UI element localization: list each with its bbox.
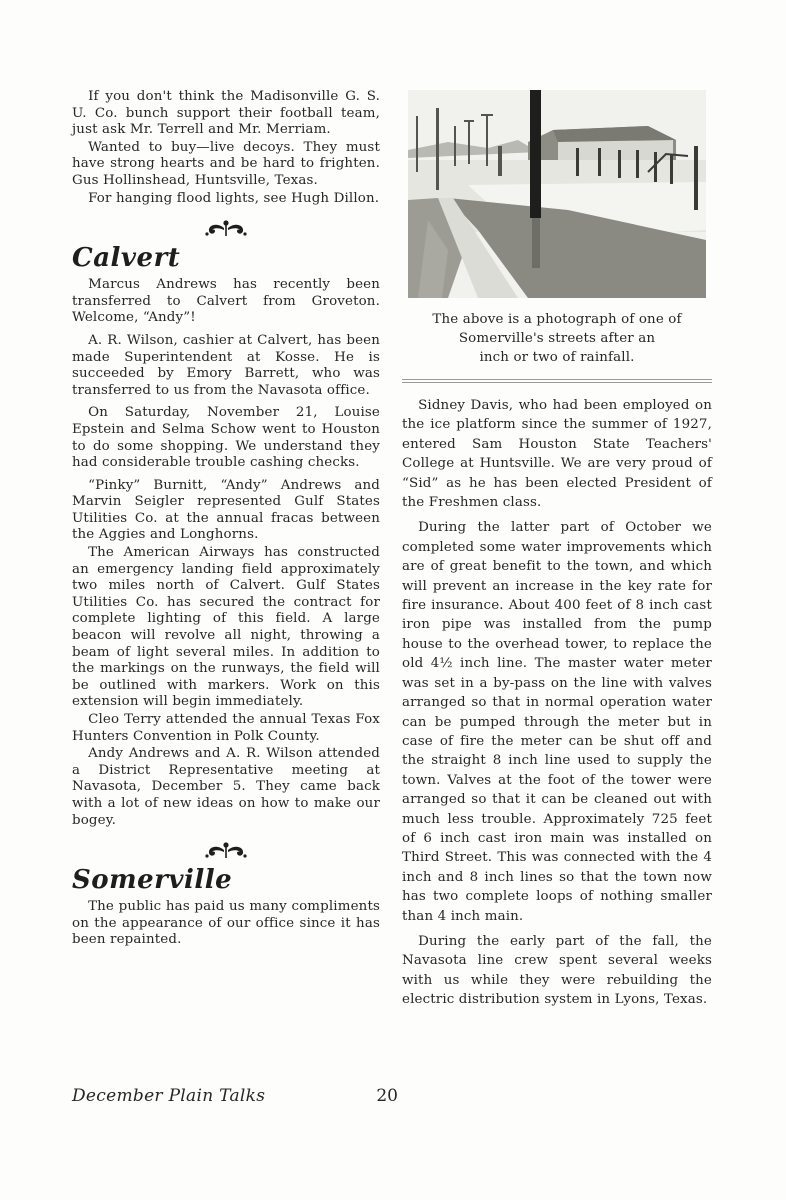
double-rule-divider [402,379,712,383]
somerville-paragraph: The public has paid us many compliments on the appearance of our office since it has been repainted. [72,899,380,948]
calvert-paragraph: On Saturday, November 21, Louise Epstein and Selma Schow went to Houston to do some shopping. We understand they had considerable trouble cashing checks. [72,405,380,471]
calvert-paragraph: A. R. Wilson, cashier at Calvert, has been made Superintendent at Kosse. He is succeeded by Emory Barrett, who was transferred to us from the Navasota office. [72,332,380,398]
calvert-paragraph: Andy Andrews and A. R. Wilson attended a District Representative meeting at Navasota, December 5. They came back with a lot of new ideas on how to make our bogey. [72,746,380,828]
right-paragraph: Sidney Davis, who had been employed on the ice platform since the summer of 1927, entered Sam Houston State Teachers' College at Huntsville. We are very proud of “Sid” as he has been elected President of the Freshmen class. [402,398,712,511]
page-number: 20 [376,1086,398,1106]
calvert-paragraph: Marcus Andrews has recently been transferred to Calvert from Groveton. Welcome, “Andy”! [72,277,380,326]
flood-street-image [408,90,706,298]
intro-paragraph: Wanted to buy—live decoys. They must have strong hearts and be hard to frighten. Gus Hollinshead, Huntsville, Texas. [72,139,380,188]
intro-paragraph: If you don't think the Madisonville G. S. U. Co. bunch support their football team, just ask Mr. Terrell and Mr. Merriam. [72,89,380,138]
right-paragraph: During the early part of the fall, the Navasota line crew spent several weeks with us while they were rebuilding the electric distribution system in Lyons, Texas. [402,933,712,1008]
caption-line: Somerville's streets after an [458,331,656,346]
right-paragraph: During the latter part of October we completed some water improvements which are of great benefit to the town, and which will prevent an increase in the key rate for fire insurance. About 400 feet of 8 inch cast iron pipe was installed from the pump house to the overhead tower, to replace the old 4½ inch line. The master water meter was set in a by-pass on the line with valves arranged so that in normal operation water can be pumped through the meter but in case of fire the meter can be shut off and the straight 8 inch line used to supply the town. Valves at the foot of the tower were arranged so that it can be cleaned out with much less trouble. Approximately 725 feet of 6 inch cast iron main was installed on Third Street. This was connected with the 4 inch and 8 inch lines so that the town now has two complete loops of nothing smaller than 4 inch main. [402,520,712,924]
right-column [402,90,712,1016]
section-title-calvert: Calvert [72,243,181,274]
left-column [72,89,380,955]
caption-line: inch or two of rainfall. [479,350,635,365]
floral-ornament-icon [203,219,249,237]
calvert-paragraph: “Pinky” Burnitt, “Andy” Andrews and Marvin Seigler represented Gulf States Utilities Co. at the annual fracas between the Aggies and Longhorns. [72,477,380,543]
calvert-paragraph: The American Airways has constructed an emergency landing field approximately two miles north of Calvert. Gulf States Utilities Co. has secured the contract for complete lighting of this field. A large beacon will revolve all night, throwing a beam of light several miles. In addition to the markings on the runways, the field will be outlined with markers. Work on this extension will begin immediately. [72,545,380,710]
calvert-paragraph: Cleo Terry attended the annual Texas Fox Hunters Convention in Polk County. [72,712,380,744]
photo-caption [402,310,712,367]
intro-paragraph: For hanging flood lights, see Hugh Dillon. [88,190,380,206]
flood-photograph [408,90,706,298]
caption-line: The above is a photograph of one of [432,312,682,327]
publication-name: December Plain Talks [72,1086,266,1106]
floral-ornament-icon [203,841,249,859]
page-footer [72,1086,398,1106]
section-title-somerville: Somerville [72,865,233,896]
